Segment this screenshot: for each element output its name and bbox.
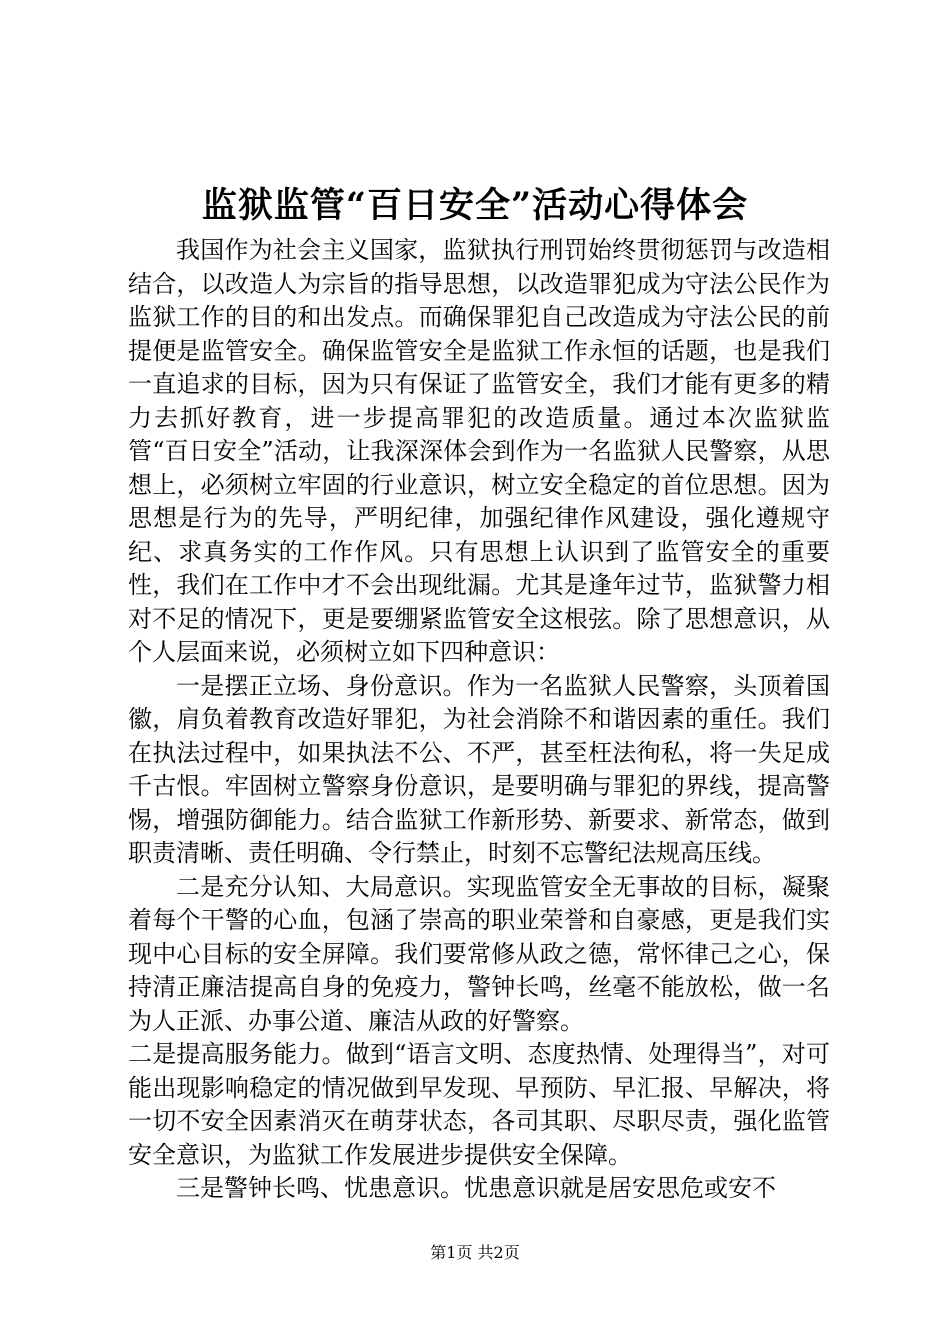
paragraph-service-ability: 二是提高服务能力。做到“语言文明、态度热情、处理得当”，对可能出现影响稳定的情况做到早发现、早预防、早汇报、早解决，将一切不安全因素消灭在萌芽状态，各司其职、尽职尽责，强化监管安全意识，为监狱工作发展进步提供安全保障。	[128, 1040, 830, 1169]
paragraph-intro: 我国作为社会主义国家，监狱执行刑罚始终贯彻惩罚与改造相结合，以改造人为宗旨的指导思想，以改造罪犯成为守法公民作为监狱工作的目的和出发点。而确保罪犯自己改造成为守法公民的前提便是监管安全。确保监管安全是监狱工作永恒的话题，也是我们一直追求的目标，因为只有保证了监管安全，我们才能有更多的精力去抓好教育，进一步提高罪犯的改造质量。通过本次监狱监管“百日安全”活动，让我深深体会到作为一名监狱人民警察，从思想上，必须树立牢固的行业意识，树立安全稳定的首位思想。因为思想是行为的先导，严明纪律，加强纪律作风建设，强化遵规守纪、求真务实的工作作风。只有思想上认识到了监管安全的重要性，我们在工作中才不会出现纰漏。尤其是逢年过节，监狱警力相对不足的情况下，更是要绷紧监管安全这根弦。除了思想意识，从个人层面来说，必须树立如下四种意识：	[128, 236, 830, 666]
paragraph-overall-awareness: 二是充分认知、大局意识。实现监管安全无事故的目标，凝聚着每个干警的心血，包涵了崇高的职业荣誉和自豪感，更是我们实现中心目标的安全屏障。我们要常修从政之德，常怀律己之心，保持清正廉洁提高自身的免疫力，警钟长鸣，丝毫不能放松，做一名为人正派、办事公道、廉洁从政的好警察。	[128, 872, 830, 1035]
paragraph-identity-awareness: 一是摆正立场、身份意识。作为一名监狱人民警察，头顶着国徽，肩负着教育改造好罪犯，为社会消除不和谐因素的重任。我们在执法过程中，如果执法不公、不严，甚至枉法徇私，将一失足成千古恨。牢固树立警察身份意识，是要明确与罪犯的界线，提高警惕，增强防御能力。结合监狱工作新形势、新要求、新常态，做到职责清晰、责任明确、令行禁止，时刻不忘警纪法规高压线。	[128, 671, 830, 867]
document-title: 监狱监管“百日安全”活动心得体会	[201, 185, 749, 226]
page-number-footer: 第1页 共2页	[430, 1243, 520, 1262]
paragraph-vigilance-awareness: 三是警钟长鸣、忧患意识。忧患意识就是居安思危或安不	[176, 1174, 776, 1202]
document-body	[128, 234, 830, 1206]
